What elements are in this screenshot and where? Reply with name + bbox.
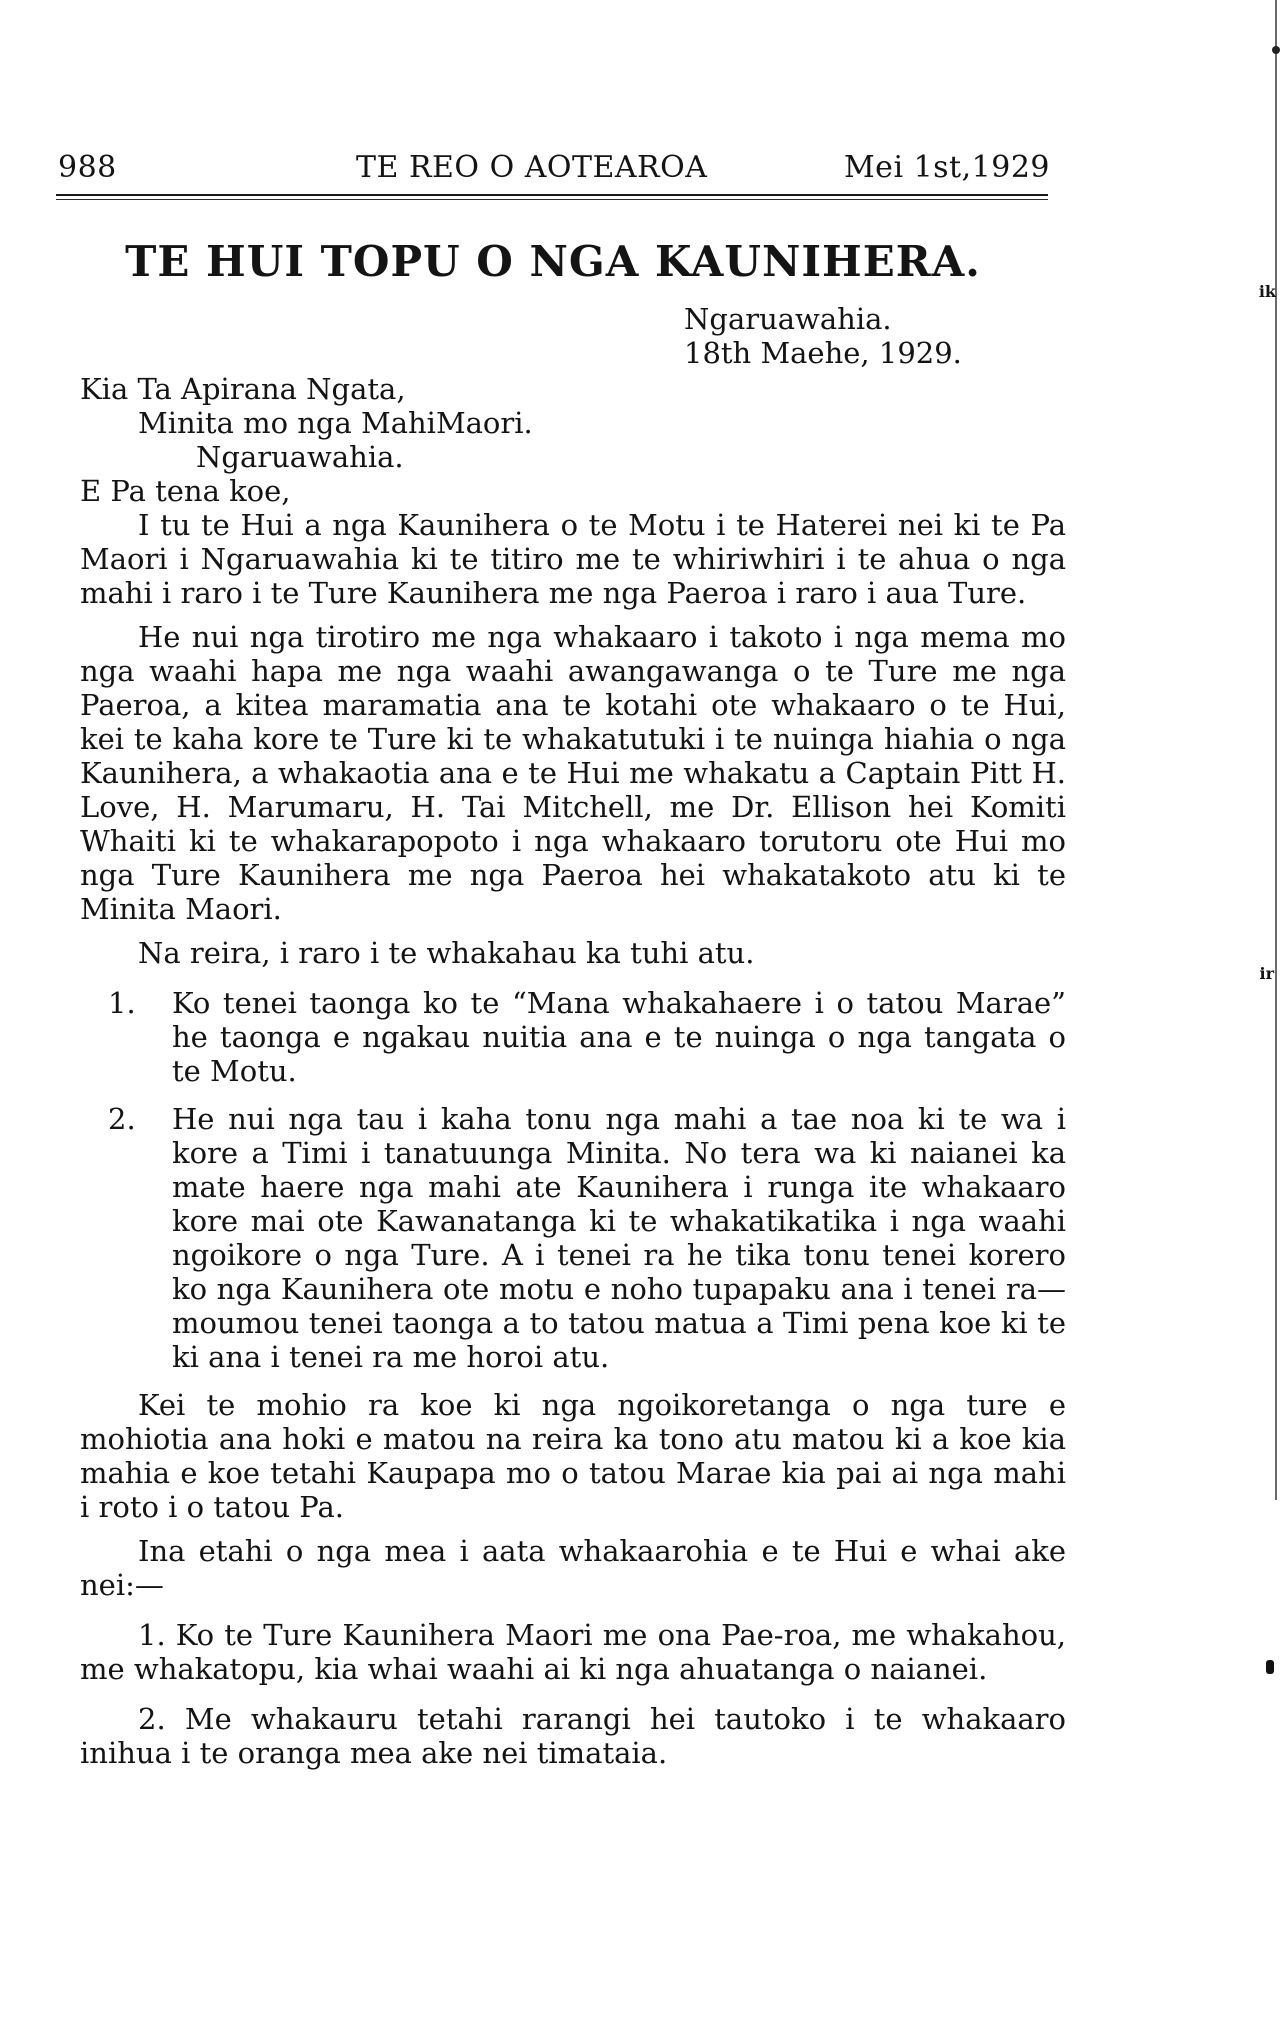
- list-number: 1.: [108, 986, 136, 1020]
- list-item: [80, 986, 1066, 1088]
- list-item: 1. Ko te Ture Kaunihera Maori me ona Pae-roa, me whakahou, me whakatopu, kia whai waahi ai ki nga ahuatanga o naianei.: [80, 1618, 1066, 1686]
- address-line: Minita mo nga MahiMaori.: [138, 406, 533, 440]
- numbered-list: [80, 986, 1066, 1374]
- list-item: 2. Me whakauru tetahi rarangi hei tautoko i te whakaaro inihua i te oranga mea ake nei timataia.: [80, 1702, 1066, 1770]
- page-edge: [1270, 0, 1280, 2040]
- list-text: Ko tenei taonga ko te “Mana whakahaere i o tatou Marae” he taonga e ngakau nuitia ana e te nuinga o nga tangata o te Motu.: [172, 986, 1066, 1088]
- greeting: E Pa tena koe,: [80, 474, 291, 508]
- edge-dot: [1272, 46, 1280, 54]
- list-number: 2.: [108, 1102, 136, 1136]
- address-line: Kia Ta Apirana Ngata,: [80, 372, 406, 406]
- paragraph: Na reira, i raro i te whakahau ka tuhi atu.: [138, 936, 755, 970]
- header-rule: [56, 194, 1048, 196]
- paragraph: Kei te mohio ra koe ki nga ngoikoretanga o nga ture e mohiotia ana hoki e matou na reira ka tono atu matou ki a koe kia mahia e koe tetahi Kaupapa mo o tatou Marae kia pai ai nga mahi i roto i o tatou Pa.: [80, 1388, 1066, 1524]
- paragraph: Ina etahi o nga mea i aata whakaarohia e te Hui e whai ake nei:—: [80, 1534, 1066, 1602]
- paragraph: I tu te Hui a nga Kaunihera o te Motu i te Haterei nei ki te Pa Maori i Ngaruawahia ki te titiro me te whiriwhiri i te ahua o nga mahi i raro i te Ture Kaunihera me nga Paeroa i raro i aua Ture.: [80, 508, 1066, 610]
- letter-date: 18th Maehe, 1929.: [684, 336, 962, 370]
- header-rule-thin: [56, 199, 1048, 200]
- margin-mark: ir: [1259, 964, 1274, 983]
- letter-body: [80, 302, 1066, 1770]
- letter-place: Ngaruawahia.: [684, 302, 892, 336]
- issue-date: Mei 1st,1929: [843, 150, 1050, 185]
- running-header: [58, 148, 1054, 188]
- publication-title: TE REO O AOTEAROA: [356, 150, 708, 185]
- page-number: 988: [58, 150, 117, 185]
- margin-mark: ik: [1258, 282, 1276, 301]
- address-line: Ngaruawahia.: [196, 440, 404, 474]
- list-item: [80, 1102, 1066, 1374]
- ink-blot: [1266, 1660, 1274, 1674]
- edge-line: [1275, 0, 1277, 1500]
- paragraph: He nui nga tirotiro me nga whakaaro i takoto i nga mema mo nga waahi hapa me nga waahi awangawanga o te Ture me nga Paeroa, a kitea maramatia ana te kotahi ote whakaaro o te Hui, kei te kaha kore te Ture ki te whakatutuki i te nuinga hiahia o nga Kaunihera, a whakaotia ana e te Hui me whakatu a Captain Pitt H. Love, H. Marumaru, H. Tai Mitchell, me Dr. Ellison hei Komiti Whaiti ki te whakarapopoto i nga whakaaro torutoru ote Hui mo nga Ture Kaunihera me nga Paeroa hei whakatakoto atu ki te Minita Maori.: [80, 620, 1066, 926]
- list-text: He nui nga tau i kaha tonu nga mahi a tae noa ki te wa i kore a Timi i tanatuunga Minita. No tera wa ki naianei ka mate haere nga mahi ate Kaunihera i runga ite whakaaro kore mai ote Kawanatanga ki te whakatikatika i nga waahi ngoikore o nga Ture. A i tenei ra he tika tonu tenei korero ko nga Kaunihera ote motu e noho tupapaku ana i tenei ra—moumou tenei taonga a to tatou matua a Timi pena koe ki te ki ana i tenei ra me horoi atu.: [172, 1102, 1066, 1374]
- article-title: TE HUI TOPU O NGA KAUNIHERA.: [125, 237, 981, 286]
